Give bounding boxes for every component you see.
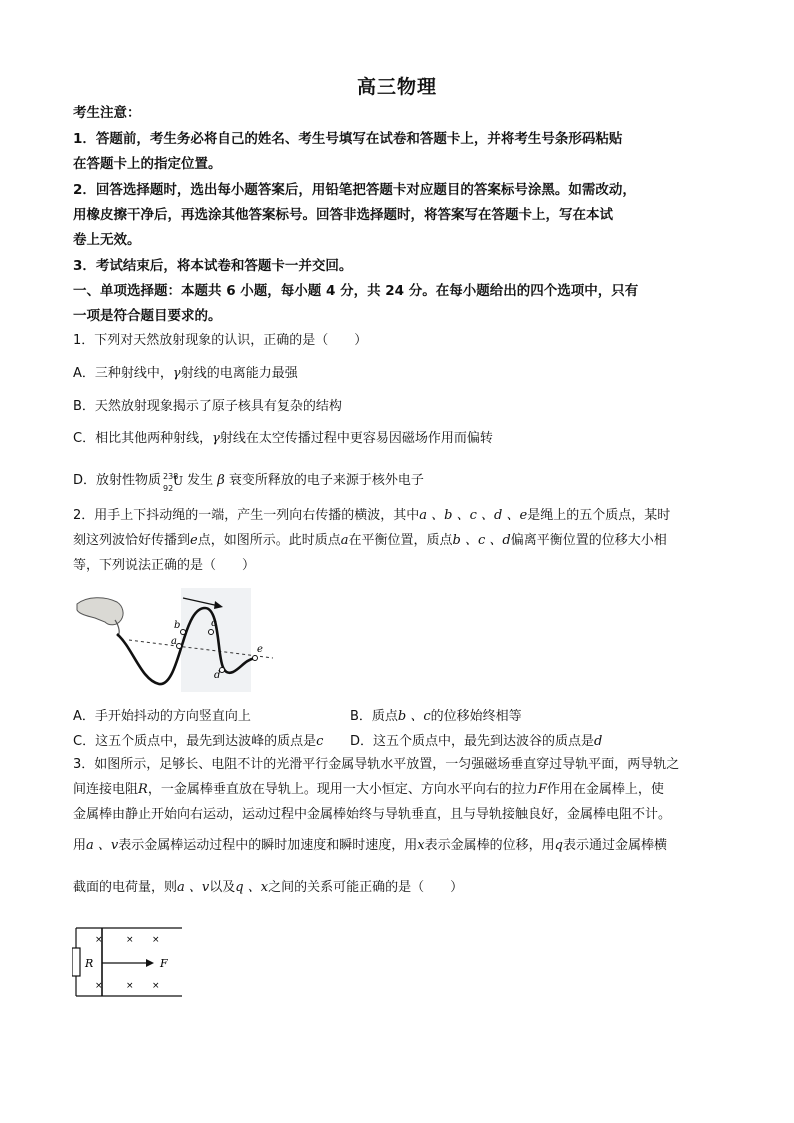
point-b-marker [181, 630, 186, 635]
q1-option-a [73, 364, 733, 384]
section-heading-line-1: 一、单项选择题：本题共 6 小题，每小题 4 分，共 24 分。在每小题给出的四个选项中，只有 [73, 283, 639, 299]
q1-d-text-3: 衰变所释放的电子来源于核外电子 [224, 473, 424, 488]
var-bc: b 、c [397, 709, 431, 724]
wave-figure [73, 586, 283, 696]
q2-line-2 [73, 531, 733, 551]
q3-line-4 [73, 836, 733, 856]
point-b-label: b [174, 620, 181, 631]
q2-l1-text: 2．用手上下抖动绳的一端，产生一列向右传播的横波，其中 [73, 508, 420, 523]
var-x: x [417, 838, 425, 853]
q1-stem: 1．下列对天然放射现象的认识，正确的是（ ） [73, 333, 368, 348]
gamma-symbol: γ [172, 366, 181, 381]
var-q: q [554, 838, 563, 853]
beta-symbol: β [217, 473, 225, 488]
notice-line-4: 用橡皮擦干净后，再选涂其他答案标号。回答非选择题时，将答案写在答题卡上，写在本试 [73, 207, 613, 223]
q2-point-vars: a 、b 、c 、d 、e [419, 508, 528, 523]
var-bcd: b 、c 、d [452, 533, 511, 548]
notice-line-1: 1．答题前，考生务必将自己的姓名、考生号填写在试卷和答题卡上，并将考生号条形码粘贴 [73, 131, 623, 147]
q1-c-text-1: C．相比其他两种射线， [73, 431, 213, 446]
point-e-marker [253, 656, 258, 661]
q3-l2-text: 间连接电阻 [73, 782, 139, 797]
q2-line-1 [73, 506, 733, 526]
var-F: F [537, 782, 547, 797]
arrow-head-icon [146, 959, 154, 967]
q2-l2-text: 刻这列波恰好传播到 [73, 533, 191, 548]
q1-option-c [73, 429, 733, 449]
page-title: 高三物理 [356, 76, 437, 98]
q2-b-text-2: 的位移始终相等 [430, 709, 522, 724]
q1-option-d [73, 471, 733, 491]
q2-l1-text-2: 是绳上的五个质点，某时 [527, 508, 671, 523]
atomic-number: 92 [163, 484, 174, 493]
field-cross-icon: × [95, 935, 103, 945]
q3-l4-text-4: 表示通过金属棒横 [562, 838, 667, 853]
q3-l4-text-2: 表示金属棒运动过程中的瞬时加速度和瞬时速度，用 [118, 838, 418, 853]
q2-l2-text-3: 在平衡位置，质点 [348, 533, 453, 548]
gamma-symbol: γ [212, 431, 220, 446]
field-cross-icon: × [152, 981, 160, 991]
var-c: c [316, 734, 324, 749]
var-av: a 、v [86, 838, 119, 853]
q2-option-d [350, 730, 602, 749]
q2-option-a: A．手开始抖动的方向竖直向上 [73, 709, 251, 724]
q3-l4-text: 用 [73, 838, 87, 853]
var-R: R [138, 782, 148, 797]
section-heading-line-2: 一项是符合题目要求的。 [73, 308, 222, 324]
uranium-isotope [163, 471, 184, 493]
field-cross-icon: × [126, 935, 134, 945]
q3-l5-text-3: 之间的关系可能正确的是（ ） [268, 880, 464, 895]
notice-line-3: 2．回答选择题时，选出每小题答案后，用铅笔把答题卡对应题目的答案标号涂黑。如需改动， [73, 182, 636, 198]
resistor-label: R [85, 957, 94, 970]
q2-option-b [350, 705, 522, 724]
var-a: a [340, 533, 349, 548]
field-cross-icon: × [126, 981, 134, 991]
mass-number: 238 [163, 472, 179, 481]
var-d: d [594, 734, 603, 749]
field-cross-icon: × [95, 981, 103, 991]
q3-l5-text: 截面的电荷量，则 [73, 880, 178, 895]
q2-d-text: D．这五个质点中，最先到达波谷的质点是 [350, 734, 595, 749]
q2-option-c [73, 730, 323, 749]
q3-line-3: 金属棒由静止开始向右运动，运动过程中金属棒始终与导轨垂直，且与导轨接触良好，金属棒电阻不计。 [73, 807, 672, 822]
q3-line-1: 3．如图所示，足够长、电阻不计的光滑平行金属导轨水平放置，一匀强磁场垂直穿过导轨平面，两导轨之 [73, 757, 680, 772]
q1-d-text-2: 发生 [183, 473, 218, 488]
q3-l2-text-2: ，一金属棒垂直放在导轨上。现用一大小恒定、方向水平向右的拉力 [147, 782, 538, 797]
q1-a-text-1: A．三种射线中， [73, 366, 173, 381]
q3-line-5 [73, 878, 733, 898]
var-e: e [190, 533, 198, 548]
field-cross-icon: × [152, 935, 160, 945]
notice-line-2: 在答题卡上的指定位置。 [73, 156, 222, 172]
point-a-marker [177, 644, 182, 649]
q1-d-text-1: D．放射性物质 [73, 473, 162, 488]
q2-l2-text-2: 点，如图所示。此时质点 [197, 533, 341, 548]
q2-l2-text-4: 偏离平衡位置的位移大小相 [510, 533, 667, 548]
var-av: a 、v [177, 880, 210, 895]
q2-line-3: 等，下列说法正确的是（ ） [73, 558, 256, 573]
notice-heading: 考生注意： [73, 105, 141, 121]
q3-l4-text-3: 表示金属棒的位移，用 [424, 838, 555, 853]
point-c-marker [209, 630, 214, 635]
q2-b-text: B．质点 [350, 709, 398, 724]
q1-a-text-2: 射线的电离能力最强 [180, 366, 298, 381]
q2-c-text: C．这五个质点中，最先到达波峰的质点是 [73, 734, 317, 749]
q3-line-2 [73, 780, 733, 800]
force-label: F [160, 957, 168, 970]
circuit-figure [72, 922, 184, 1004]
notice-line-5: 卷上无效。 [73, 232, 141, 248]
point-c-label: c [211, 618, 217, 629]
notice-line-6: 3．考试结束后，将本试卷和答题卡一并交回。 [73, 258, 353, 274]
point-d-label: d [214, 670, 221, 681]
point-a-label: a [171, 636, 177, 647]
element-symbol: U [173, 474, 184, 488]
q3-l5-text-2: 以及 [209, 880, 236, 895]
q3-l2-text-3: 作用在金属棒上，使 [546, 782, 664, 797]
q1-option-b: B．天然放射现象揭示了原子核具有复杂的结构 [73, 399, 342, 414]
point-e-label: e [257, 644, 263, 655]
var-qx: q 、x [235, 880, 269, 895]
q1-c-text-2: 射线在太空传播过程中更容易因磁场作用而偏转 [219, 431, 493, 446]
resistor-icon [72, 948, 80, 976]
